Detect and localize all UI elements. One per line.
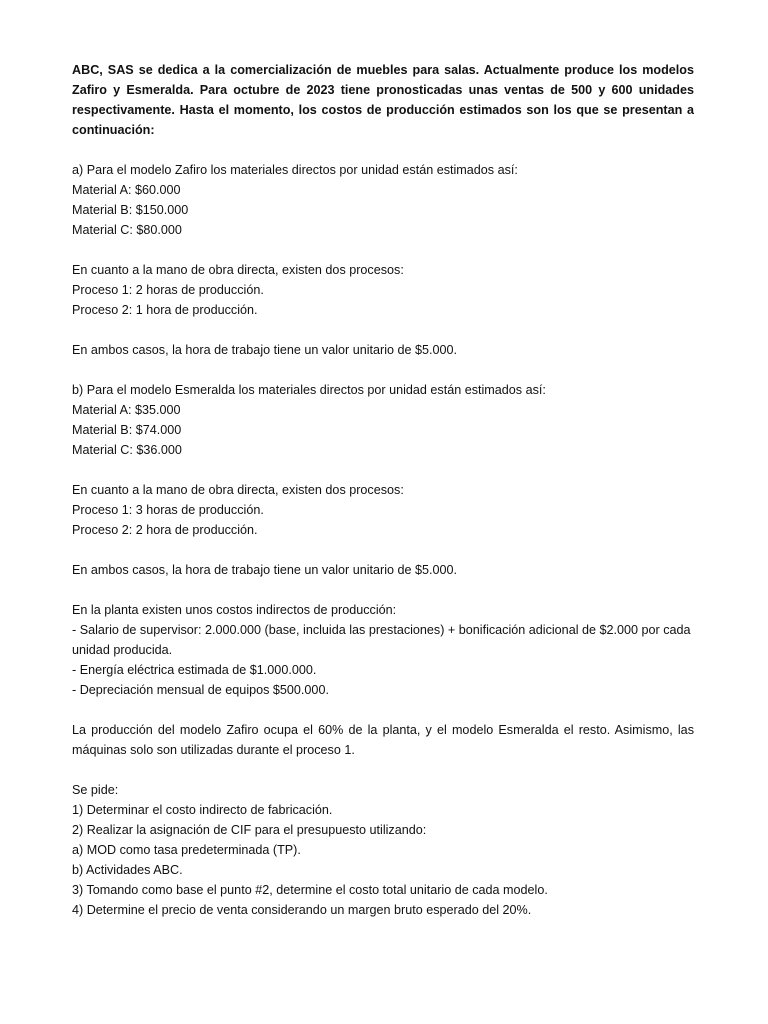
indirect-costs-section xyxy=(72,600,694,700)
requirement-2a: a) MOD como tasa predeterminada (TP). xyxy=(72,843,301,857)
indirect-item-depreciation: - Depreciación mensual de equipos $500.000. xyxy=(72,683,329,697)
zafiro-labor-heading: En cuanto a la mano de obra directa, existen dos procesos: xyxy=(72,263,404,277)
indirect-heading: En la planta existen unos costos indirectos de producción: xyxy=(72,603,397,617)
requirement-1: 1) Determinar el costo indirecto de fabricación. xyxy=(72,803,333,817)
esmeralda-labor-heading: En cuanto a la mano de obra directa, existen dos procesos: xyxy=(72,483,404,497)
esmeralda-process-2: Proceso 2: 2 hora de producción. xyxy=(72,523,258,537)
esmeralda-labor-section xyxy=(72,480,694,540)
esmeralda-material-c: Material C: $36.000 xyxy=(72,443,182,457)
requirement-4: 4) Determine el precio de venta considerando un margen bruto esperado del 20%. xyxy=(72,903,532,917)
esmeralda-rate: En ambos casos, la hora de trabajo tiene un valor unitario de $5.000. xyxy=(72,563,458,577)
allocation-paragraph: La producción del modelo Zafiro ocupa el 60% de la planta, y el modelo Esmeralda el resto. Asimismo, las máquinas solo son utilizadas durante el proceso 1. xyxy=(72,723,694,757)
esmeralda-process-1: Proceso 1: 3 horas de producción. xyxy=(72,503,264,517)
esmeralda-material-b: Material B: $74.000 xyxy=(72,423,182,437)
esmeralda-heading: b) Para el modelo Esmeralda los materiales directos por unidad están estimados así: xyxy=(72,383,546,397)
zafiro-process-1: Proceso 1: 2 horas de producción. xyxy=(72,283,264,297)
esmeralda-materials-section xyxy=(72,380,694,460)
zafiro-rate: En ambos casos, la hora de trabajo tiene un valor unitario de $5.000. xyxy=(72,343,458,357)
zafiro-material-c: Material C: $80.000 xyxy=(72,223,182,237)
esmeralda-material-a: Material A: $35.000 xyxy=(72,403,181,417)
zafiro-heading: a) Para el modelo Zafiro los materiales directos por unidad están estimados así: xyxy=(72,163,518,177)
intro-paragraph: ABC, SAS se dedica a la comercialización de muebles para salas. Actualmente produce los modelos Zafiro y Esmeralda. Para octubre de 2023 tiene pronosticadas unas ventas de 500 y 600 unidades respectivamente. Hasta el momento, los costos de producción estimados son los que se presentan a continuación: xyxy=(72,63,694,137)
requirement-2: 2) Realizar la asignación de CIF para el presupuesto utilizando: xyxy=(72,823,427,837)
indirect-item-supervisor: - Salario de supervisor: 2.000.000 (base, incluida las prestaciones) + bonificación adicional de $2.000 por cada unidad producida. xyxy=(72,623,691,657)
zafiro-material-b: Material B: $150.000 xyxy=(72,203,189,217)
zafiro-labor-section xyxy=(72,260,694,320)
zafiro-materials-section xyxy=(72,160,694,240)
zafiro-material-a: Material A: $60.000 xyxy=(72,183,181,197)
indirect-item-energy: - Energía eléctrica estimada de $1.000.000. xyxy=(72,663,317,677)
document-page xyxy=(72,60,694,940)
requirement-2b: b) Actividades ABC. xyxy=(72,863,183,877)
requirements-heading: Se pide: xyxy=(72,783,119,797)
requirements-section xyxy=(72,780,694,920)
zafiro-process-2: Proceso 2: 1 hora de producción. xyxy=(72,303,258,317)
requirement-3: 3) Tomando como base el punto #2, determine el costo total unitario de cada modelo. xyxy=(72,883,548,897)
